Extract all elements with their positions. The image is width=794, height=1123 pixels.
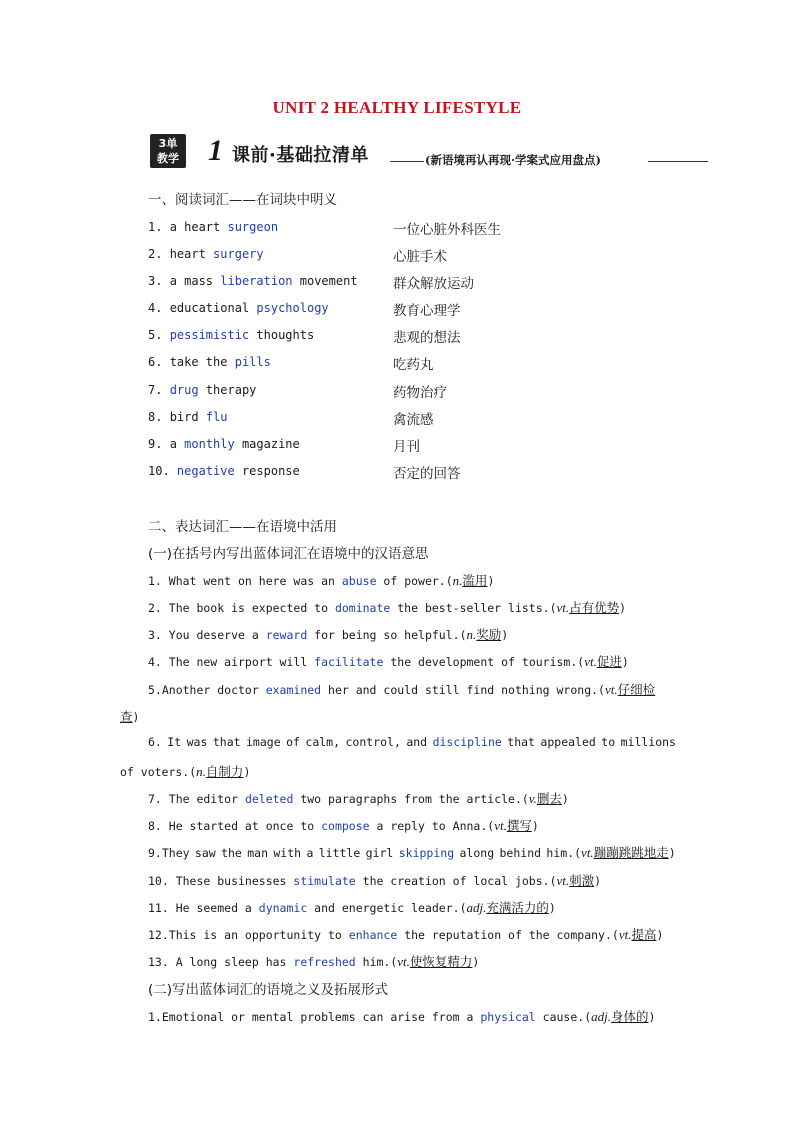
sentence-row [148, 871, 601, 889]
sentence-text: ) [594, 874, 602, 888]
blue-word: compose [321, 819, 370, 833]
sentence-text: 9.They saw the man with a little girl [148, 846, 399, 860]
pos-abbr: adj. [591, 1009, 611, 1024]
sentence-text: along behind him.( [454, 846, 582, 860]
blue-word: dynamic [258, 901, 308, 915]
answer-text: 身体的 [611, 1009, 649, 1024]
answer-text: 查 [120, 709, 133, 724]
answer-text: 刺激 [569, 873, 595, 888]
sentence-text: 11. He seemed a [148, 901, 259, 915]
vocab-num: 10. [148, 464, 170, 478]
sentence-row [148, 652, 629, 670]
sentence-row [148, 952, 479, 970]
vocab-pre: educational [169, 301, 257, 315]
sentence-text: the development of tourism.( [383, 655, 585, 669]
vocab-num: 8. [148, 410, 163, 424]
part1-heading: 一、阅读词汇——在词块中明义 [148, 192, 337, 208]
blue-word: examined [265, 683, 322, 697]
vocab-num: 2. [148, 247, 163, 261]
sentence-text: the creation of local jobs.( [355, 874, 557, 888]
vocab-row [148, 271, 708, 291]
vocab-post: magazine [234, 437, 300, 451]
part2-sub1-heading: (一)在括号内写出蓝体词汇在语境中的汉语意思 [148, 546, 429, 562]
vocab-pre: take the [169, 355, 235, 369]
pos-abbr: n. [452, 573, 463, 588]
sentence-text: ) [656, 928, 664, 942]
blue-word: flu [205, 410, 228, 424]
sentence-text: 3. You deserve a [148, 628, 266, 642]
vocab-english [148, 301, 329, 315]
sentence-row [148, 816, 539, 834]
vocab-pre: bird [169, 410, 206, 424]
sentence-text: ) [487, 574, 495, 588]
part2-heading: 二、表达词汇——在语境中活用 [148, 519, 337, 535]
vocab-chinese: 吃药丸 [393, 357, 434, 373]
vocab-pre: a mass [169, 274, 221, 288]
vocab-english [148, 274, 358, 288]
part2-sub2-heading: (二)写出蓝体词汇的语境之义及拓展形式 [148, 982, 389, 998]
blue-word: discipline [432, 735, 502, 749]
answer-text: 充满活力的 [486, 900, 549, 915]
answer-text: 自制力 [205, 764, 244, 779]
answer-text: 奖励 [476, 627, 502, 642]
vocab-row [148, 217, 708, 237]
sentence-row [148, 571, 494, 589]
vocab-row [148, 461, 708, 481]
sentence-text: ) [501, 628, 509, 642]
sentence-text: him.( [355, 955, 398, 969]
sentence-continuation [120, 762, 250, 780]
pos-abbr: vt. [584, 654, 597, 669]
sentence-text: 4. The new airport will [148, 655, 315, 669]
blue-word: enhance [348, 928, 398, 942]
sentence-text: ) [472, 955, 480, 969]
vocab-english [148, 355, 271, 369]
sentence-text: ) [531, 819, 539, 833]
sentence-text: ) [668, 846, 676, 860]
section-title: 课前·基础拉清单 [232, 145, 369, 166]
vocab-post: response [234, 464, 300, 478]
vocab-chinese: 教育心理学 [393, 303, 461, 319]
vocab-chinese: 药物治疗 [393, 385, 447, 401]
pos-abbr: vt. [397, 954, 410, 969]
badge-line2: 教学 [157, 152, 179, 165]
pos-abbr: vt. [556, 873, 570, 888]
answer-text: 占有优势 [569, 600, 620, 615]
vocab-num: 7. [148, 383, 163, 397]
vocab-row [148, 325, 708, 345]
pos-abbr: vt. [494, 818, 507, 833]
blue-word: refreshed [293, 955, 356, 969]
answer-text: 提高 [631, 927, 657, 942]
pos-abbr: vt. [556, 600, 570, 615]
vocab-row [148, 407, 708, 427]
vocab-num: 6. [148, 355, 163, 369]
vocab-row [148, 298, 708, 318]
section-header [150, 134, 710, 168]
vocab-chinese: 月刊 [393, 439, 420, 455]
vocab-num: 1. [148, 220, 163, 234]
blue-word: monthly [184, 437, 235, 451]
sentence-text: cause.( [535, 1010, 592, 1024]
sentence-row [148, 598, 626, 616]
vocab-chinese: 禽流感 [393, 412, 434, 428]
answer-text: 促进 [596, 654, 622, 669]
vocab-english [148, 247, 264, 261]
sentence-text: of power.( [376, 574, 453, 588]
sentence-text: ) [561, 792, 569, 806]
sentence-text: 10. These businesses [148, 874, 294, 888]
pos-abbr: n. [196, 764, 206, 779]
page-title: UNIT 2 HEALTHY LIFESTYLE [272, 98, 522, 117]
sentence-row [148, 680, 655, 698]
blue-word: physical [480, 1010, 536, 1024]
vocab-post: thoughts [249, 328, 315, 342]
blue-word: psychology [256, 301, 329, 315]
sentence-row [148, 898, 556, 916]
sentence-text: 13. A long sleep has [148, 955, 294, 969]
blue-word: deleted [244, 792, 294, 806]
sentence-row [148, 1007, 655, 1025]
sentence-row [148, 625, 508, 643]
vocab-num: 4. [148, 301, 163, 315]
sentence-text: the best-seller lists.( [390, 601, 557, 615]
vocab-english [148, 410, 228, 424]
sentence-continuation [120, 707, 139, 725]
vocab-row [148, 380, 708, 400]
answer-text: 撰写 [506, 818, 532, 833]
vocab-chinese: 心脏手术 [393, 249, 447, 265]
blue-word: negative [176, 464, 235, 478]
sentence-text: 2. The book is expected to [148, 601, 335, 615]
header-rule-right [648, 161, 708, 162]
vocab-pre: heart [169, 247, 214, 261]
vocab-chinese: 悲观的想法 [393, 330, 461, 346]
blue-word: stimulate [293, 874, 356, 888]
answer-text: 仔细检 [617, 682, 656, 697]
section-badge [150, 134, 186, 168]
answer-text: 删去 [536, 791, 562, 806]
blue-word: abuse [341, 574, 377, 588]
sentence-text: her and could still find nothing wrong.( [321, 683, 605, 697]
sentence-row [148, 735, 676, 749]
vocab-num: 9. [148, 437, 163, 451]
vocab-chinese: 群众解放运动 [393, 276, 474, 292]
blue-word: pills [234, 355, 271, 369]
vocab-post: therapy [198, 383, 257, 397]
sentence-text: ) [621, 655, 629, 669]
section-number: 1 [208, 134, 223, 167]
section-subtitle: (新语境再认再现·学案式应用盘点) [425, 153, 601, 167]
sentence-text: two paragraphs from the article.( [293, 792, 529, 806]
vocab-english [148, 437, 300, 451]
sentence-text: ) [619, 601, 627, 615]
vocab-post: movement [292, 274, 358, 288]
sentence-row [148, 789, 569, 807]
vocab-chinese: 否定的回答 [393, 466, 461, 482]
sentence-text: that appealed to millions [501, 735, 676, 749]
header-rule-left [390, 161, 424, 162]
blue-word: dominate [334, 601, 391, 615]
vocab-num: 3. [148, 274, 163, 288]
sentence-row [148, 925, 663, 943]
sentence-text: 1. What went on here was an [148, 574, 342, 588]
vocab-row [148, 244, 708, 264]
sentence-text: ) [243, 765, 251, 779]
pos-abbr: n. [466, 627, 477, 642]
vocab-english [148, 328, 314, 342]
vocab-num: 5. [148, 328, 163, 342]
sentence-text: 7. The editor [148, 792, 245, 806]
sentence-text: 6. It was that image of calm, control, and [148, 735, 433, 749]
answer-text: 使恢复精力 [409, 954, 473, 969]
pos-abbr: adj. [466, 900, 487, 915]
vocab-english [148, 383, 256, 397]
sentence-text: ) [648, 1010, 656, 1024]
sentence-text: ) [132, 710, 140, 724]
sentence-text: 8. He started at once to [148, 819, 322, 833]
pos-abbr: vt. [618, 927, 632, 942]
vocab-chinese: 一位心脏外科医生 [393, 222, 501, 238]
pos-abbr: v. [528, 791, 537, 806]
sentence-text: ) [548, 901, 556, 915]
blue-word: liberation [220, 274, 293, 288]
sentence-text: 5.Another doctor [148, 683, 266, 697]
answer-text: 滥用 [462, 573, 488, 588]
blue-word: surgery [213, 247, 264, 261]
answer-text: 蹦蹦跳跳地走 [593, 845, 669, 860]
sentence-text: of voters.( [120, 765, 197, 779]
blue-word: facilitate [314, 655, 384, 669]
badge-line1: 3单 [158, 137, 178, 150]
sentence-text: 12.This is an opportunity to [148, 928, 349, 942]
sentence-text: and energetic leader.( [307, 901, 467, 915]
blue-word: skipping [398, 846, 455, 860]
sentence-text: for being so helpful.( [307, 628, 467, 642]
sentence-text: the reputation of the company.( [397, 928, 619, 942]
pos-abbr: vt. [604, 682, 618, 697]
blue-word: surgeon [227, 220, 279, 234]
pos-abbr: vt. [581, 845, 594, 860]
sentence-row [148, 843, 676, 861]
blue-word: reward [265, 628, 308, 642]
sentence-text: a reply to Anna.( [369, 819, 495, 833]
vocab-english [148, 220, 278, 234]
blue-word: pessimistic [169, 328, 250, 342]
blue-word: drug [169, 383, 199, 397]
sentence-text: 1.Emotional or mental problems can arise from a [148, 1010, 481, 1024]
vocab-pre: a [169, 437, 185, 451]
vocab-row [148, 352, 708, 372]
vocab-row [148, 434, 708, 454]
vocab-pre: a heart [169, 220, 228, 234]
vocab-english [148, 464, 300, 478]
